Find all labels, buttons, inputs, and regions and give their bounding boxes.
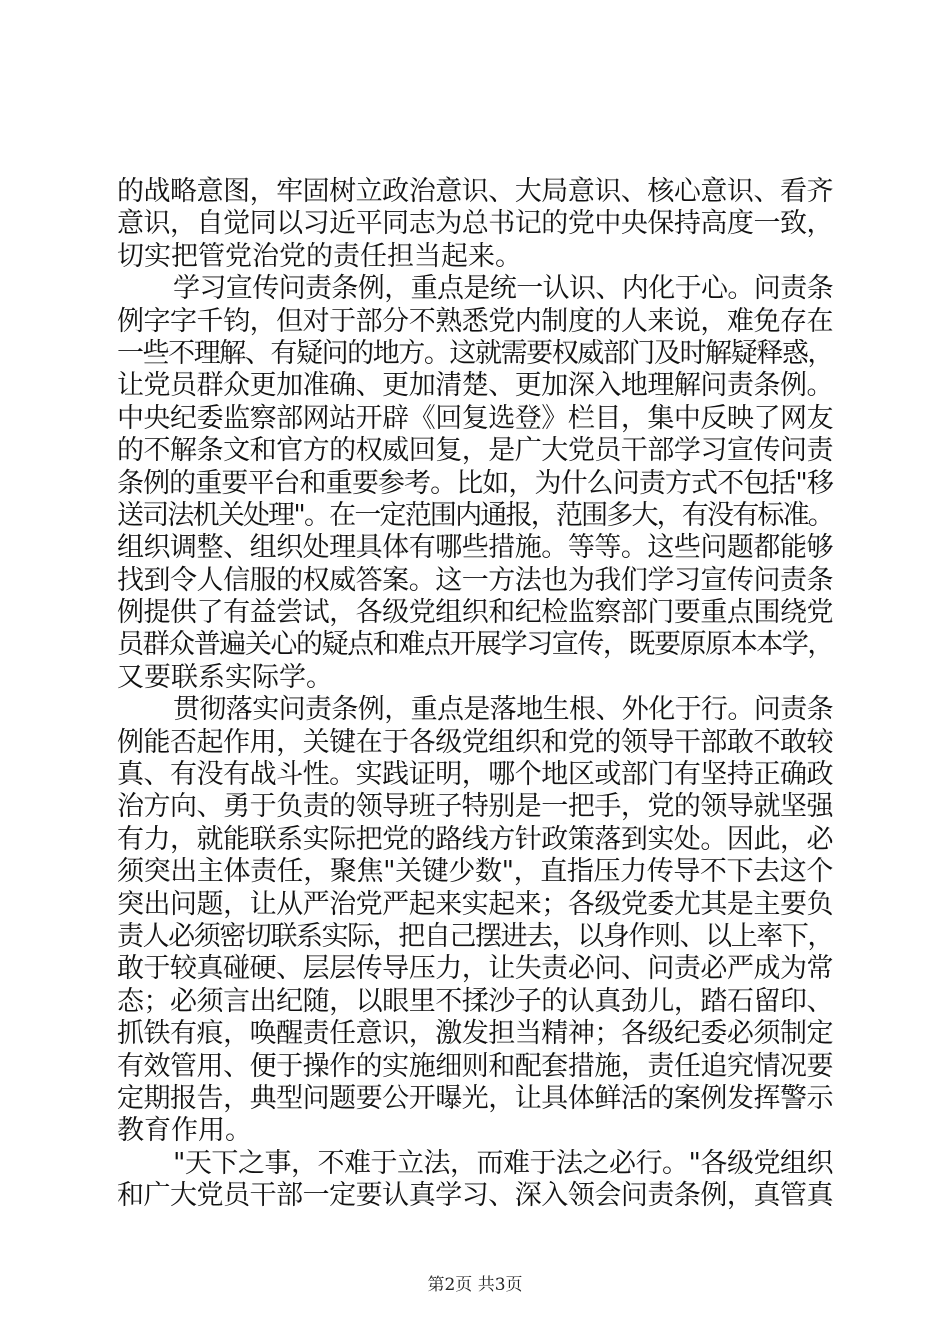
document-body — [117, 176, 833, 1213]
text-line: 意识，自觉同以习近平同志为总书记的党中央保持高度一致， — [117, 208, 833, 240]
text-line: 治方向、勇于负责的领导班子特别是一把手，党的领导就坚强 — [117, 791, 833, 823]
text-line: 教育作用。 — [117, 1115, 252, 1147]
text-line: 的战略意图，牢固树立政治意识、大局意识、核心意识、看齐 — [117, 176, 833, 207]
text-line: 组织调整、组织处理具体有哪些措施。等等。这些问题都能够 — [117, 532, 833, 564]
text-line: 送司法机关处理"。在一定范围内通报，范围多大，有没有标准。 — [117, 499, 833, 531]
text-line: 有力，就能联系实际把党的路线方针政策落到实处。因此，必 — [117, 823, 833, 855]
text-line: 一些不理解、有疑问的地方。这就需要权威部门及时解疑释惑， — [117, 337, 833, 369]
page-footer: 第2页 共3页 — [427, 1275, 523, 1295]
text-line: 例提供了有益尝试，各级党组织和纪检监察部门要重点围绕党 — [117, 597, 833, 629]
text-line: 员群众普遍关心的疑点和难点开展学习宣传，既要原原本本学， — [117, 629, 833, 661]
text-line: 须突出主体责任，聚焦"关键少数"，直指压力传导不下去这个 — [117, 856, 833, 888]
paragraph-start-line: 贯彻落实问责条例，重点是落地生根、外化于行。问责条 — [173, 694, 833, 726]
text-line: 例字字千钧，但对于部分不熟悉党内制度的人来说，难免存在 — [117, 305, 833, 337]
text-line: 让党员群众更加准确、更加清楚、更加深入地理解问责条例。 — [117, 370, 833, 402]
text-line: 态；必须言出纪随，以眼里不揉沙子的认真劲儿，踏石留印、 — [117, 985, 833, 1017]
text-line: 中央纪委监察部网站开辟《回复选登》栏目，集中反映了网友 — [117, 402, 833, 434]
text-line: 有效管用、便于操作的实施细则和配套措施，责任追究情况要 — [117, 1050, 833, 1082]
text-line: 条例的重要平台和重要参考。比如，为什么问责方式不包括"移 — [117, 467, 833, 499]
text-line: 责人必须密切联系实际，把自己摆进去，以身作则、以上率下， — [117, 920, 833, 952]
text-line: 找到令人信服的权威答案。这一方法也为我们学习宣传问责条 — [117, 564, 833, 596]
text-line: 突出问题，让从严治党严起来实起来；各级党委尤其是主要负 — [117, 888, 833, 920]
text-line: 的不解条文和官方的权威回复，是广大党员干部学习宣传问责 — [117, 435, 833, 467]
text-line: 真、有没有战斗性。实践证明，哪个地区或部门有坚持正确政 — [117, 759, 833, 791]
text-line: 和广大党员干部一定要认真学习、深入领会问责条例，真管真 — [117, 1180, 833, 1212]
text-line: 敢于较真碰硬、层层传导压力，让失责必问、问责必严成为常 — [117, 953, 833, 985]
text-line: 抓铁有痕，唤醒责任意识，激发担当精神；各级纪委必须制定 — [117, 1018, 833, 1050]
text-line: 例能否起作用，关键在于各级党组织和党的领导干部敢不敢较 — [117, 726, 833, 758]
text-line: 又要联系实际学。 — [117, 661, 333, 693]
paragraph-start-line: 学习宣传问责条例，重点是统一认识、内化于心。问责条 — [173, 273, 833, 305]
text-line: 定期报告，典型问题要公开曝光，让具体鲜活的案例发挥警示 — [117, 1082, 833, 1114]
text-line: 切实把管党治党的责任担当起来。 — [117, 240, 522, 272]
paragraph-start-line: "天下之事，不难于立法，而难于法之必行。"各级党组织 — [173, 1147, 833, 1179]
